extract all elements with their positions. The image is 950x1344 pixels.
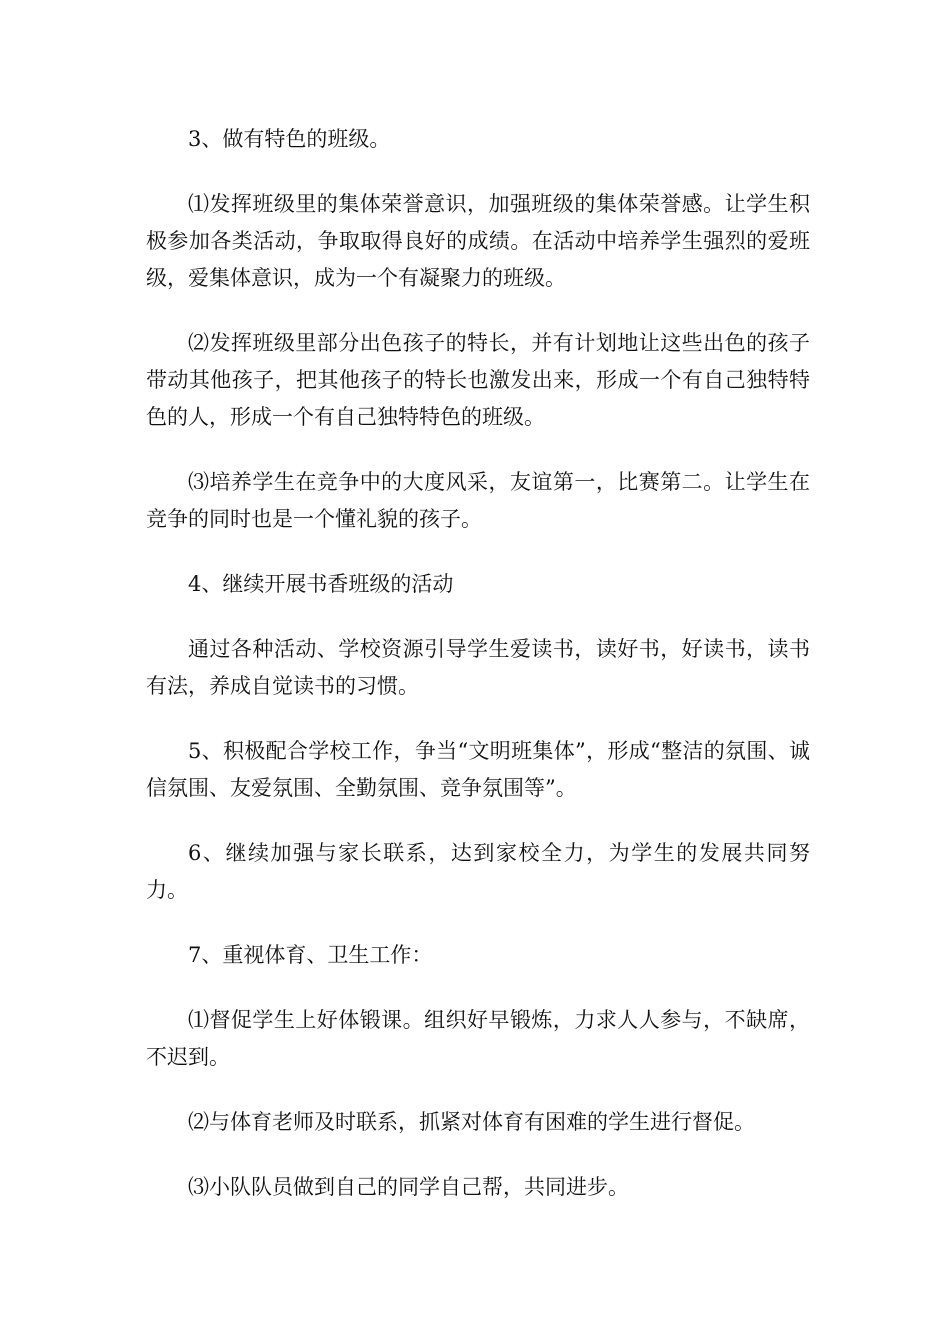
document-body — [146, 121, 810, 1234]
paragraph-section-5: 5、积极配合学校工作，争当“文明班集体”，形成“整洁的氛围、诚信氛围、友爱氛围、全勤氛围、竞争氛围等”。 — [146, 739, 810, 800]
paragraph-3-item-1: ⑴发挥班级里的集体荣誉意识，加强班级的集体荣誉感。让学生积极参加各类活动，争取取得良好的成绩。在活动中培养学生强烈的爱班级，爱集体意识，成为一个有凝聚力的班级。 — [146, 192, 810, 290]
paragraph-7-item-3: ⑶小队队员做到自己的同学自己帮，共同进步。 — [188, 1175, 629, 1199]
paragraph-3-item-2: ⑵发挥班级里部分出色孩子的特长，并有计划地让这些出色的孩子带动其他孩子，把其他孩子的特长也激发出来，形成一个有自己独特特色的人，形成一个有自己独特特色的班级。 — [146, 331, 810, 429]
paragraph-3-item-3: ⑶培养学生在竞争中的大度风采，友谊第一，比赛第二。让学生在竞争的同时也是一个懂礼貌的孩子。 — [146, 470, 810, 531]
paragraph-section-7-heading: 7、重视体育、卫生工作： — [188, 943, 433, 967]
paragraph-section-4-heading: 4、继续开展书香班级的活动 — [188, 572, 454, 596]
paragraph-section-4-body: 通过各种活动、学校资源引导学生爱读书，读好书，好读书，读书有法，养成自觉读书的习惯。 — [146, 637, 810, 698]
paragraph-section-6: 6、继续加强与家长联系，达到家校全力，为学生的发展共同努力。 — [146, 841, 810, 902]
paragraph-7-item-1: ⑴督促学生上好体锻课。组织好早锻炼，力求人人参与，不缺席，不迟到。 — [146, 1008, 810, 1069]
paragraph-7-item-2: ⑵与体育老师及时联系，抓紧对体育有困难的学生进行督促。 — [188, 1110, 755, 1134]
paragraph-section-3-heading: 3、做有特色的班级。 — [188, 127, 391, 151]
